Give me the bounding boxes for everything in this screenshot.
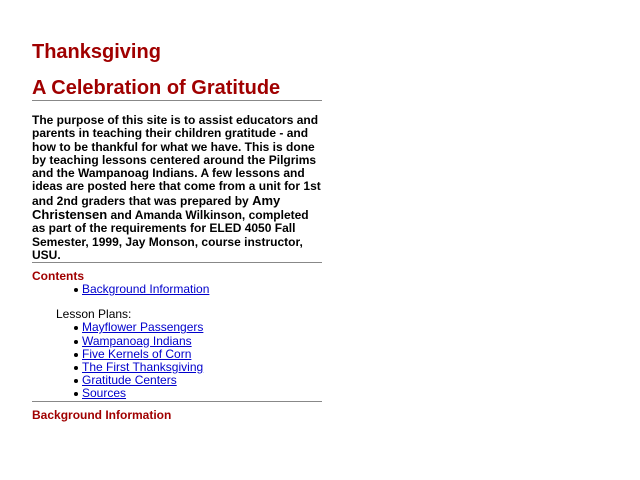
list-item — [32, 374, 322, 387]
intro-paragraph — [32, 114, 322, 262]
list-item — [32, 361, 322, 374]
contents-heading: Contents — [32, 269, 84, 284]
background-heading: Background Information — [32, 407, 172, 422]
lesson-plans-label: Lesson Plans: — [56, 307, 132, 322]
lesson-plans-list — [32, 321, 322, 400]
page-content — [32, 40, 322, 422]
list-item — [32, 283, 322, 296]
intro-text-before: The purpose of this site is to assist educators and parents in teaching their children gratitude - and how to be thankful for what we have. This is done by teaching lessons centered around the Pilgrims and the Wampanoag Indians. A few lessons and ideas are posted here that come from a unit for 1st and 2nd graders that was prepared by — [32, 113, 321, 208]
contents-list — [32, 283, 322, 296]
link-wampanoag-indians[interactable]: Wampanoag Indians — [82, 333, 192, 348]
divider — [32, 100, 322, 101]
link-the-first-thanksgiving[interactable]: The First Thanksgiving — [82, 360, 204, 375]
divider — [32, 262, 322, 263]
link-mayflower-passengers[interactable]: Mayflower Passengers — [82, 320, 204, 335]
link-sources[interactable]: Sources — [82, 386, 127, 401]
page-subtitle: A Celebration of Gratitude — [32, 77, 281, 99]
link-gratitude-centers[interactable]: Gratitude Centers — [82, 373, 177, 388]
author-name: Amy Christensen — [32, 192, 281, 223]
link-background-information[interactable]: Background Information — [82, 282, 210, 297]
divider — [32, 401, 322, 402]
intro-text-after: and Amanda Wilkinson, completed as part of the requirements for ELED 4050 Fall Semester, 1999, Jay Monson, course instructor, USU. — [32, 208, 309, 262]
list-item — [32, 387, 322, 400]
link-five-kernels-of-corn[interactable]: Five Kernels of Corn — [82, 346, 192, 361]
page-title: Thanksgiving — [32, 41, 161, 63]
